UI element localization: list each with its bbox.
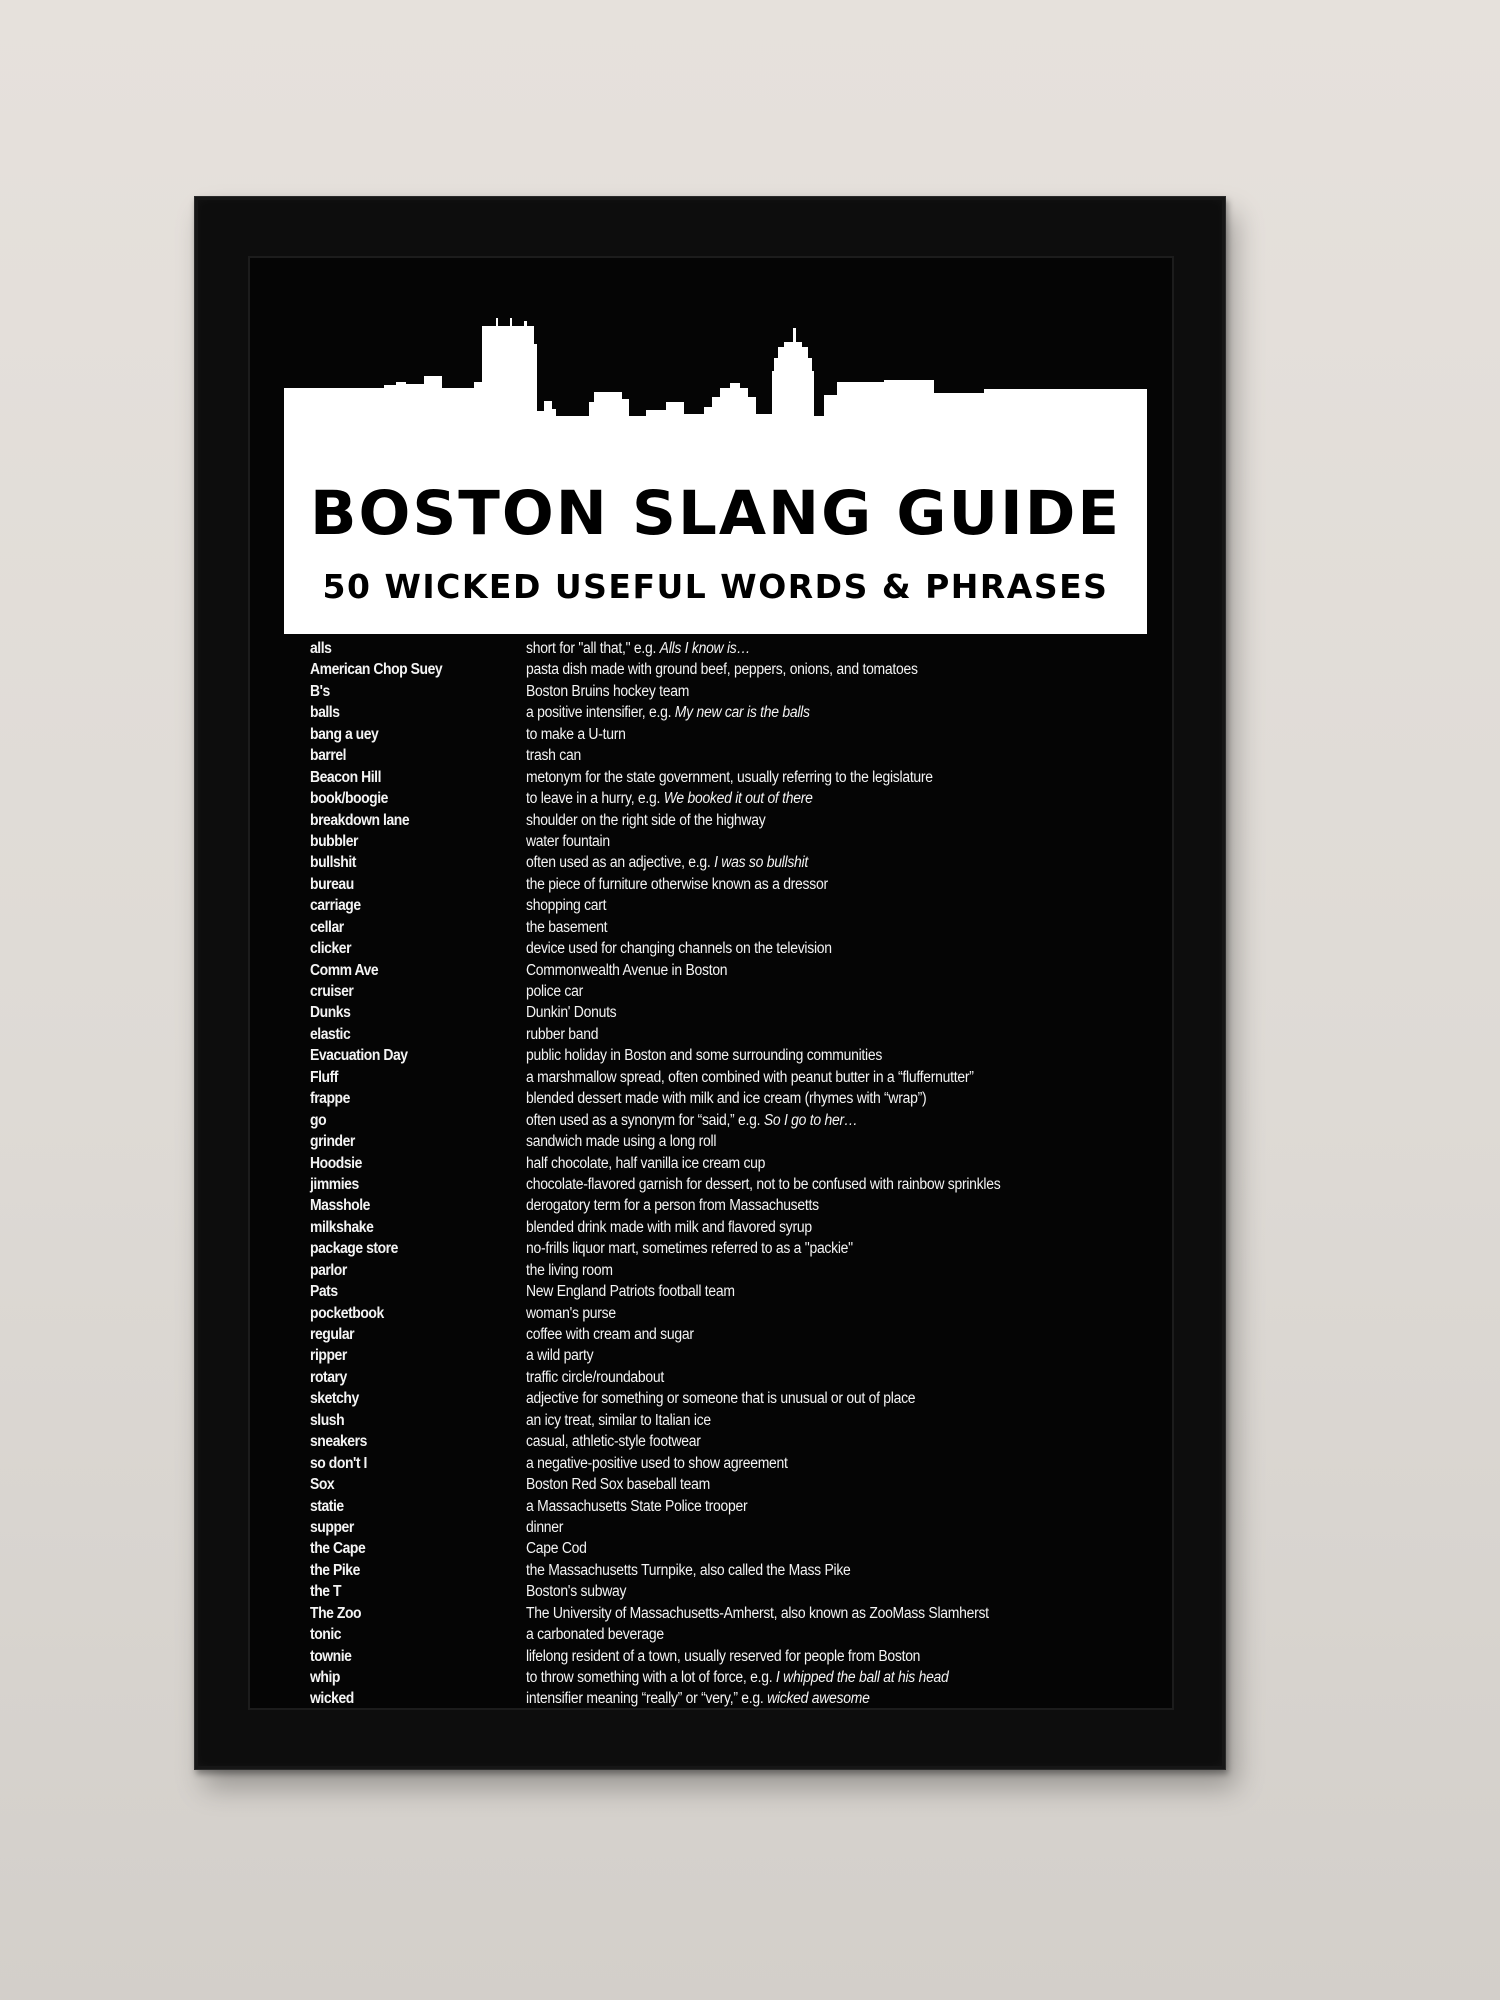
glossary-term: Comm Ave	[310, 961, 379, 979]
definition-example: I whipped the ball at his head	[775, 1669, 949, 1686]
glossary-entry	[310, 681, 1150, 702]
glossary-definition	[526, 745, 581, 766]
glossary-entry	[310, 1303, 1150, 1324]
glossary-entry	[310, 1345, 1150, 1366]
glossary-entry	[310, 702, 1150, 723]
glossary-entry	[310, 1324, 1150, 1345]
definition-text: Cape Cod	[526, 1540, 587, 1558]
definition-text: blended dessert made with milk and ice cream (rhymes with “wrap”)	[526, 1090, 927, 1108]
glossary-entry	[310, 938, 1150, 959]
poster-subtitle: 50 WICKED USEFUL WORDS & PHRASES	[322, 567, 1109, 606]
definition-text: a marshmallow spread, often combined with peanut butter in a “fluffernutter”	[526, 1068, 974, 1086]
glossary-entry	[310, 1002, 1150, 1023]
definition-text: chocolate-flavored garnish for dessert, not to be confused with rainbow sprinkles	[526, 1175, 1001, 1193]
glossary-entry	[310, 659, 1150, 680]
glossary-definition	[526, 767, 933, 788]
glossary-entry	[310, 831, 1150, 852]
glossary-term: American Chop Suey	[310, 661, 443, 679]
glossary-definition	[526, 1217, 812, 1238]
definition-text: the basement	[526, 918, 608, 936]
glossary-term: Fluff	[310, 1068, 338, 1086]
glossary-entry	[310, 1088, 1150, 1109]
glossary-definition	[526, 1260, 613, 1281]
glossary-term: alls	[310, 640, 332, 657]
definition-text: Commonwealth Avenue in Boston	[526, 961, 728, 979]
glossary-entry	[310, 810, 1150, 831]
definition-text: public holiday in Boston and some surrounding communities	[526, 1047, 883, 1065]
definition-text: lifelong resident of a town, usually reserved for people from Boston	[526, 1647, 921, 1665]
glossary-definition	[526, 1496, 747, 1517]
glossary-entry	[310, 1474, 1150, 1495]
glossary-definition	[526, 1410, 711, 1431]
glossary-term: the Pike	[310, 1561, 360, 1579]
definition-text: the living room	[526, 1261, 613, 1279]
definition-text: shopping cart	[526, 897, 607, 915]
definition-text: intensifier meaning “really” or “very,” e.g.	[526, 1690, 768, 1708]
definition-text: the Massachusetts Turnpike, also called the Mass Pike	[526, 1561, 851, 1579]
glossary-definition	[526, 1238, 853, 1259]
definition-text: to throw something with a lot of force, e.g.	[526, 1669, 776, 1686]
definition-text: the piece of furniture otherwise known as a dressor	[526, 875, 828, 893]
glossary-entry	[310, 1581, 1150, 1602]
glossary-term: jimmies	[310, 1175, 359, 1193]
glossary-term: book/boogie	[310, 790, 388, 808]
glossary-entry	[310, 724, 1150, 745]
glossary-term: ripper	[310, 1347, 347, 1365]
glossary-entry	[310, 981, 1150, 1002]
glossary-term: bullshit	[310, 854, 356, 872]
glossary-term: sneakers	[310, 1433, 367, 1451]
glossary-entry	[310, 1153, 1150, 1174]
glossary-entry	[310, 1110, 1150, 1131]
glossary-term: the Cape	[310, 1540, 366, 1558]
glossary-term: Evacuation Day	[310, 1047, 408, 1065]
definition-text: often used as a synonym for “said,” e.g.	[526, 1111, 764, 1129]
glossary-definition	[526, 1646, 920, 1667]
glossary-entry	[310, 1646, 1150, 1667]
glossary-entry	[310, 1174, 1150, 1195]
glossary-term: supper	[310, 1518, 354, 1536]
glossary-entry	[310, 1453, 1150, 1474]
definition-text: adjective for something or someone that is unusual or out of place	[526, 1390, 916, 1408]
definition-text: traffic circle/roundabout	[526, 1368, 664, 1386]
glossary-entry	[310, 1045, 1150, 1066]
glossary-term: whip	[310, 1669, 340, 1686]
definition-text: derogatory term for a person from Massachusetts	[526, 1197, 819, 1215]
definition-text: metonym for the state government, usually referring to the legislature	[526, 768, 933, 786]
glossary-term: go	[310, 1111, 327, 1129]
glossary-term: statie	[310, 1497, 344, 1515]
definition-example: Alls I know is…	[659, 640, 751, 657]
glossary-entry	[310, 1517, 1150, 1538]
glossary-definition	[526, 1688, 870, 1709]
glossary-definition	[526, 852, 808, 873]
definition-text: short for "all that," e.g.	[526, 640, 660, 657]
glossary-definition	[526, 1367, 664, 1388]
definition-example: My new car is the balls	[674, 704, 810, 722]
glossary-definition	[526, 1388, 915, 1409]
glossary-term: the T	[310, 1583, 342, 1601]
definition-text: woman's purse	[526, 1304, 616, 1322]
glossary-entry	[310, 1496, 1150, 1517]
glossary-entry	[310, 874, 1150, 895]
definition-text: often used as an adjective, e.g.	[526, 854, 715, 872]
glossary-entry	[310, 1024, 1150, 1045]
glossary-entry	[310, 1281, 1150, 1302]
glossary-definition	[526, 960, 727, 981]
glossary-definition	[526, 1281, 735, 1302]
glossary-term: Masshole	[310, 1197, 370, 1215]
glossary-definition	[526, 1110, 857, 1131]
glossary-term: B's	[310, 682, 330, 700]
glossary-entry	[310, 1688, 1150, 1709]
glossary-entry	[310, 1538, 1150, 1559]
glossary-term: Hoodsie	[310, 1154, 362, 1172]
glossary-entry	[310, 1067, 1150, 1088]
glossary-definition	[526, 1153, 765, 1174]
glossary-entry	[310, 1367, 1150, 1388]
glossary-definition	[526, 981, 583, 1002]
glossary-term: sketchy	[310, 1390, 359, 1408]
glossary-definition	[526, 1024, 598, 1045]
glossary-term: wicked	[310, 1690, 354, 1708]
glossary-definition	[526, 788, 813, 809]
glossary-term: bang a uey	[310, 725, 379, 743]
definition-example: I was so bullshit	[714, 854, 808, 872]
glossary-entry	[310, 1603, 1150, 1624]
glossary-term: Beacon Hill	[310, 768, 382, 786]
glossary-definition	[526, 1345, 593, 1366]
glossary-definition	[526, 1131, 716, 1152]
glossary-definition	[526, 659, 918, 680]
glossary-definition	[526, 1303, 616, 1324]
glossary-entry	[310, 1431, 1150, 1452]
glossary-term: The Zoo	[310, 1604, 362, 1622]
definition-text: a Massachusetts State Police trooper	[526, 1497, 748, 1515]
glossary-entry	[310, 1624, 1150, 1645]
glossary-term: so don't I	[310, 1454, 367, 1472]
glossary-term: Sox	[310, 1476, 335, 1494]
glossary-entry	[310, 895, 1150, 916]
glossary-term: elastic	[310, 1025, 351, 1043]
definition-text: device used for changing channels on the television	[526, 940, 832, 958]
glossary-entry	[310, 1667, 1150, 1688]
glossary-term: frappe	[310, 1090, 350, 1108]
glossary-definition	[526, 1560, 851, 1581]
definition-text: a carbonated beverage	[526, 1626, 664, 1644]
glossary-term: tonic	[310, 1626, 342, 1644]
definition-text: coffee with cream and sugar	[526, 1326, 694, 1343]
glossary-term: townie	[310, 1647, 352, 1665]
glossary-term: milkshake	[310, 1218, 374, 1236]
glossary-term: grinder	[310, 1133, 355, 1151]
glossary-entry	[310, 960, 1150, 981]
poster-header	[284, 318, 1147, 634]
glossary-definition	[526, 638, 750, 659]
glossary-term: Dunks	[310, 1004, 351, 1022]
definition-example: We booked it out of there	[663, 790, 813, 808]
definition-text: Dunkin' Donuts	[526, 1004, 617, 1022]
definition-text: shoulder on the right side of the highway	[526, 811, 766, 829]
glossary-entry	[310, 1560, 1150, 1581]
glossary-definition	[526, 1517, 563, 1538]
glossary-definition	[526, 895, 606, 916]
definition-text: rubber band	[526, 1025, 599, 1043]
glossary-definition	[526, 1174, 1000, 1195]
glossary-term: package store	[310, 1240, 398, 1258]
glossary-definition	[526, 1195, 819, 1216]
glossary-term: Pats	[310, 1283, 338, 1301]
glossary-definition	[526, 1002, 616, 1023]
glossary-definition	[526, 938, 832, 959]
definition-text: casual, athletic-style footwear	[526, 1433, 701, 1451]
glossary-term: rotary	[310, 1368, 347, 1386]
slang-glossary	[310, 638, 1150, 1710]
glossary-entry	[310, 1238, 1150, 1259]
glossary-entry	[310, 917, 1150, 938]
glossary-term: slush	[310, 1411, 345, 1429]
definition-example: So I go to her…	[763, 1111, 858, 1129]
glossary-definition	[526, 917, 607, 938]
glossary-term: regular	[310, 1326, 355, 1343]
glossary-term: pocketbook	[310, 1304, 384, 1322]
definition-text: a negative-positive used to show agreement	[526, 1454, 788, 1472]
glossary-entry	[310, 852, 1150, 873]
definition-text: Boston Bruins hockey team	[526, 682, 690, 700]
glossary-term: barrel	[310, 747, 347, 765]
glossary-definition	[526, 874, 828, 895]
glossary-definition	[526, 1088, 926, 1109]
glossary-definition	[526, 1431, 701, 1452]
glossary-definition	[526, 702, 810, 723]
picture-frame	[194, 196, 1226, 1770]
glossary-entry	[310, 1195, 1150, 1216]
glossary-definition	[526, 1453, 788, 1474]
glossary-entry	[310, 638, 1150, 659]
glossary-definition	[526, 1324, 694, 1345]
definition-text: no-frills liquor mart, sometimes referred to as a "packie"	[526, 1240, 853, 1258]
glossary-term: cruiser	[310, 983, 354, 1000]
glossary-definition	[526, 1538, 587, 1559]
glossary-entry	[310, 1388, 1150, 1409]
definition-text: half chocolate, half vanilla ice cream cup	[526, 1154, 766, 1172]
definition-text: sandwich made using a long roll	[526, 1133, 717, 1151]
definition-text: The University of Massachusetts-Amherst, also known as ZooMass Slamherst	[526, 1604, 989, 1622]
poster-title: BOSTON SLANG GUIDE	[309, 478, 1121, 549]
glossary-entry	[310, 745, 1150, 766]
definition-text: New England Patriots football team	[526, 1283, 735, 1301]
definition-text: dinner	[526, 1518, 564, 1536]
glossary-definition	[526, 724, 626, 745]
glossary-definition	[526, 831, 610, 852]
definition-example: wicked awesome	[767, 1690, 870, 1708]
glossary-entry	[310, 1131, 1150, 1152]
definition-text: trash can	[526, 747, 581, 765]
glossary-entry	[310, 1410, 1150, 1431]
poster	[248, 256, 1174, 1710]
glossary-definition	[526, 1045, 882, 1066]
definition-text: a positive intensifier, e.g.	[526, 704, 675, 722]
definition-text: an icy treat, similar to Italian ice	[526, 1411, 711, 1429]
glossary-definition	[526, 1474, 710, 1495]
glossary-term: parlor	[310, 1261, 347, 1279]
glossary-term: breakdown lane	[310, 811, 410, 829]
definition-text: pasta dish made with ground beef, peppers, onions, and tomatoes	[526, 661, 918, 679]
glossary-term: bubbler	[310, 832, 359, 850]
glossary-definition	[526, 810, 765, 831]
glossary-term: clicker	[310, 940, 352, 958]
glossary-definition	[526, 681, 689, 702]
definition-text: water fountain	[526, 832, 610, 850]
definition-text: to leave in a hurry, e.g.	[526, 790, 664, 808]
glossary-term: bureau	[310, 875, 354, 893]
definition-text: blended drink made with milk and flavored syrup	[526, 1218, 812, 1236]
glossary-definition	[526, 1067, 974, 1088]
definition-text: Boston Red Sox baseball team	[526, 1476, 710, 1494]
glossary-term: balls	[310, 704, 340, 722]
glossary-entry	[310, 1260, 1150, 1281]
definition-text: Boston's subway	[526, 1583, 627, 1601]
glossary-term: carriage	[310, 897, 361, 915]
glossary-entry	[310, 788, 1150, 809]
glossary-definition	[526, 1581, 626, 1602]
glossary-definition	[526, 1624, 664, 1645]
glossary-entry	[310, 767, 1150, 788]
definition-text: a wild party	[526, 1347, 594, 1365]
definition-text: to make a U-turn	[526, 725, 626, 743]
definition-text: police car	[526, 983, 584, 1000]
glossary-entry	[310, 1217, 1150, 1238]
glossary-definition	[526, 1667, 949, 1688]
glossary-definition	[526, 1603, 989, 1624]
glossary-term: cellar	[310, 918, 344, 936]
